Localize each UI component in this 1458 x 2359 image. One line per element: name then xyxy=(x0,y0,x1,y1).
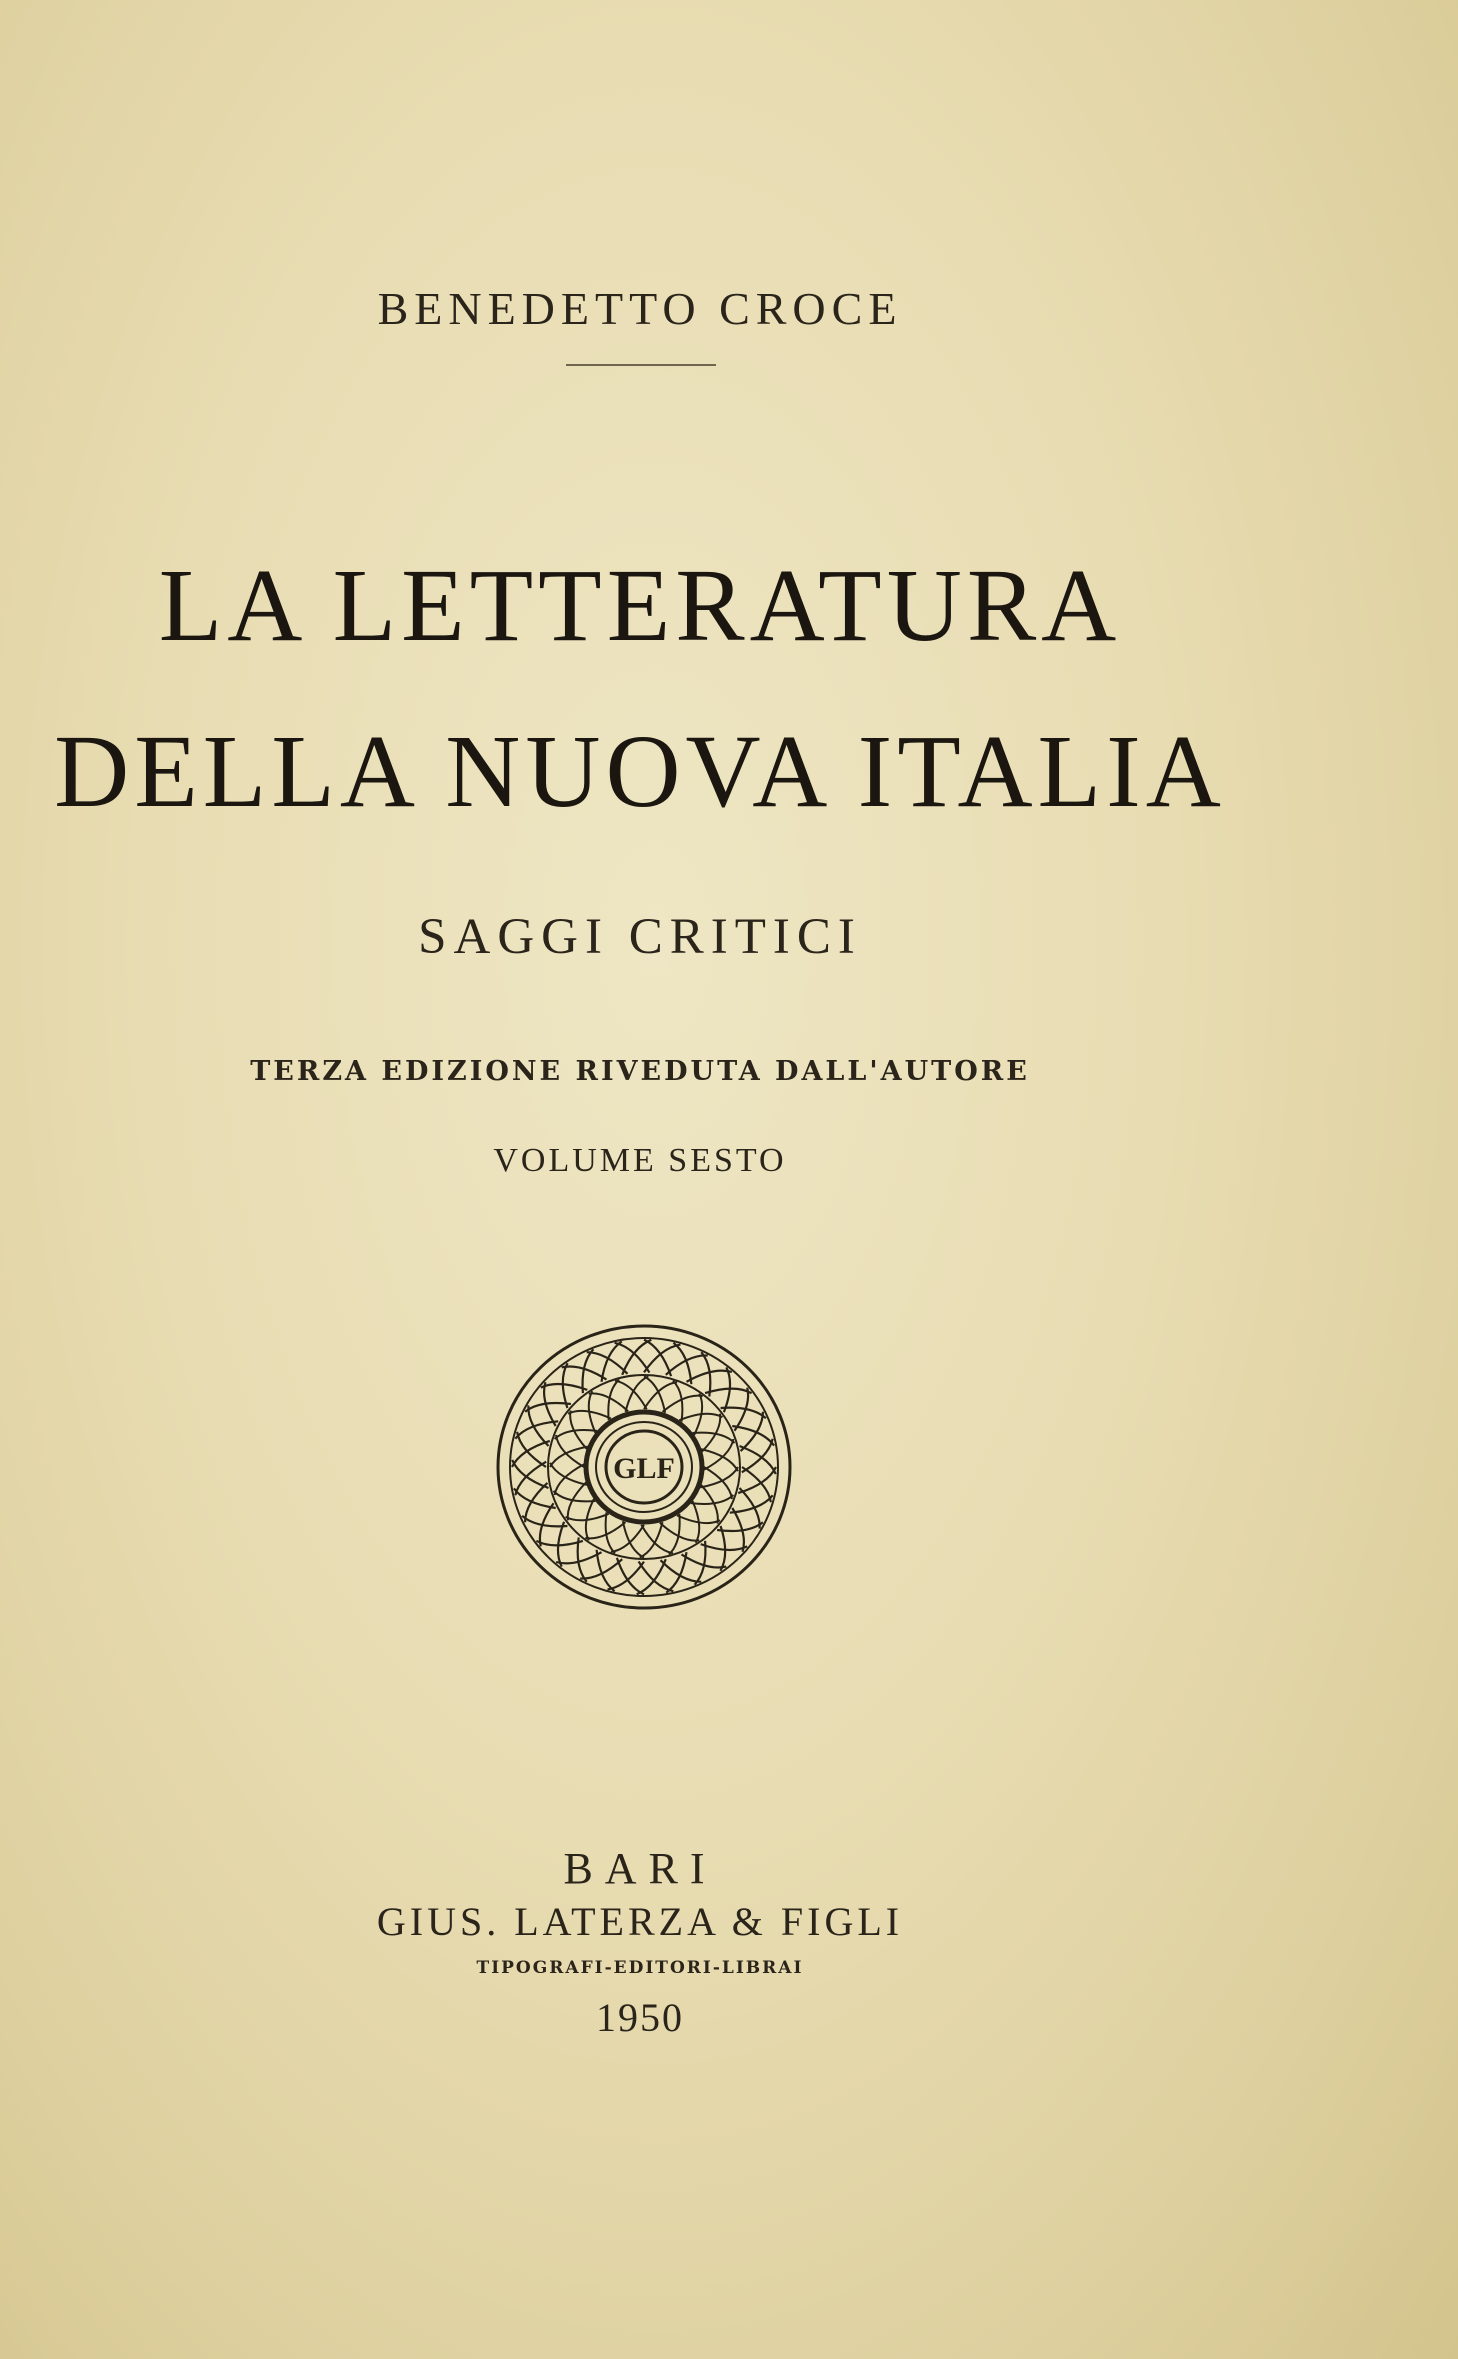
edition-statement: TERZA EDIZIONE RIVEDUTA DALL'AUTORE xyxy=(250,1056,1030,1087)
author-rule-divider xyxy=(566,364,716,366)
imprint-place: BARI xyxy=(563,1844,717,1893)
imprint-trade: TIPOGRAFI-EDITORI-LIBRAI xyxy=(476,1958,804,1978)
imprint-year: 1950 xyxy=(596,1995,684,2040)
author-name: BENEDETTO CROCE xyxy=(377,283,903,334)
book-title-line-2: DELLA NUOVA ITALIA xyxy=(54,714,1226,829)
seal-monogram: GLF xyxy=(613,1452,675,1485)
publisher-seal-icon xyxy=(494,1322,794,1612)
book-subtitle: SAGGI CRITICI xyxy=(418,909,862,965)
volume-statement: VOLUME SESTO xyxy=(493,1142,787,1179)
imprint-publisher: GIUS. LATERZA & FIGLI xyxy=(376,1899,904,1944)
book-title-line-1: LA LETTERATURA xyxy=(158,548,1122,663)
